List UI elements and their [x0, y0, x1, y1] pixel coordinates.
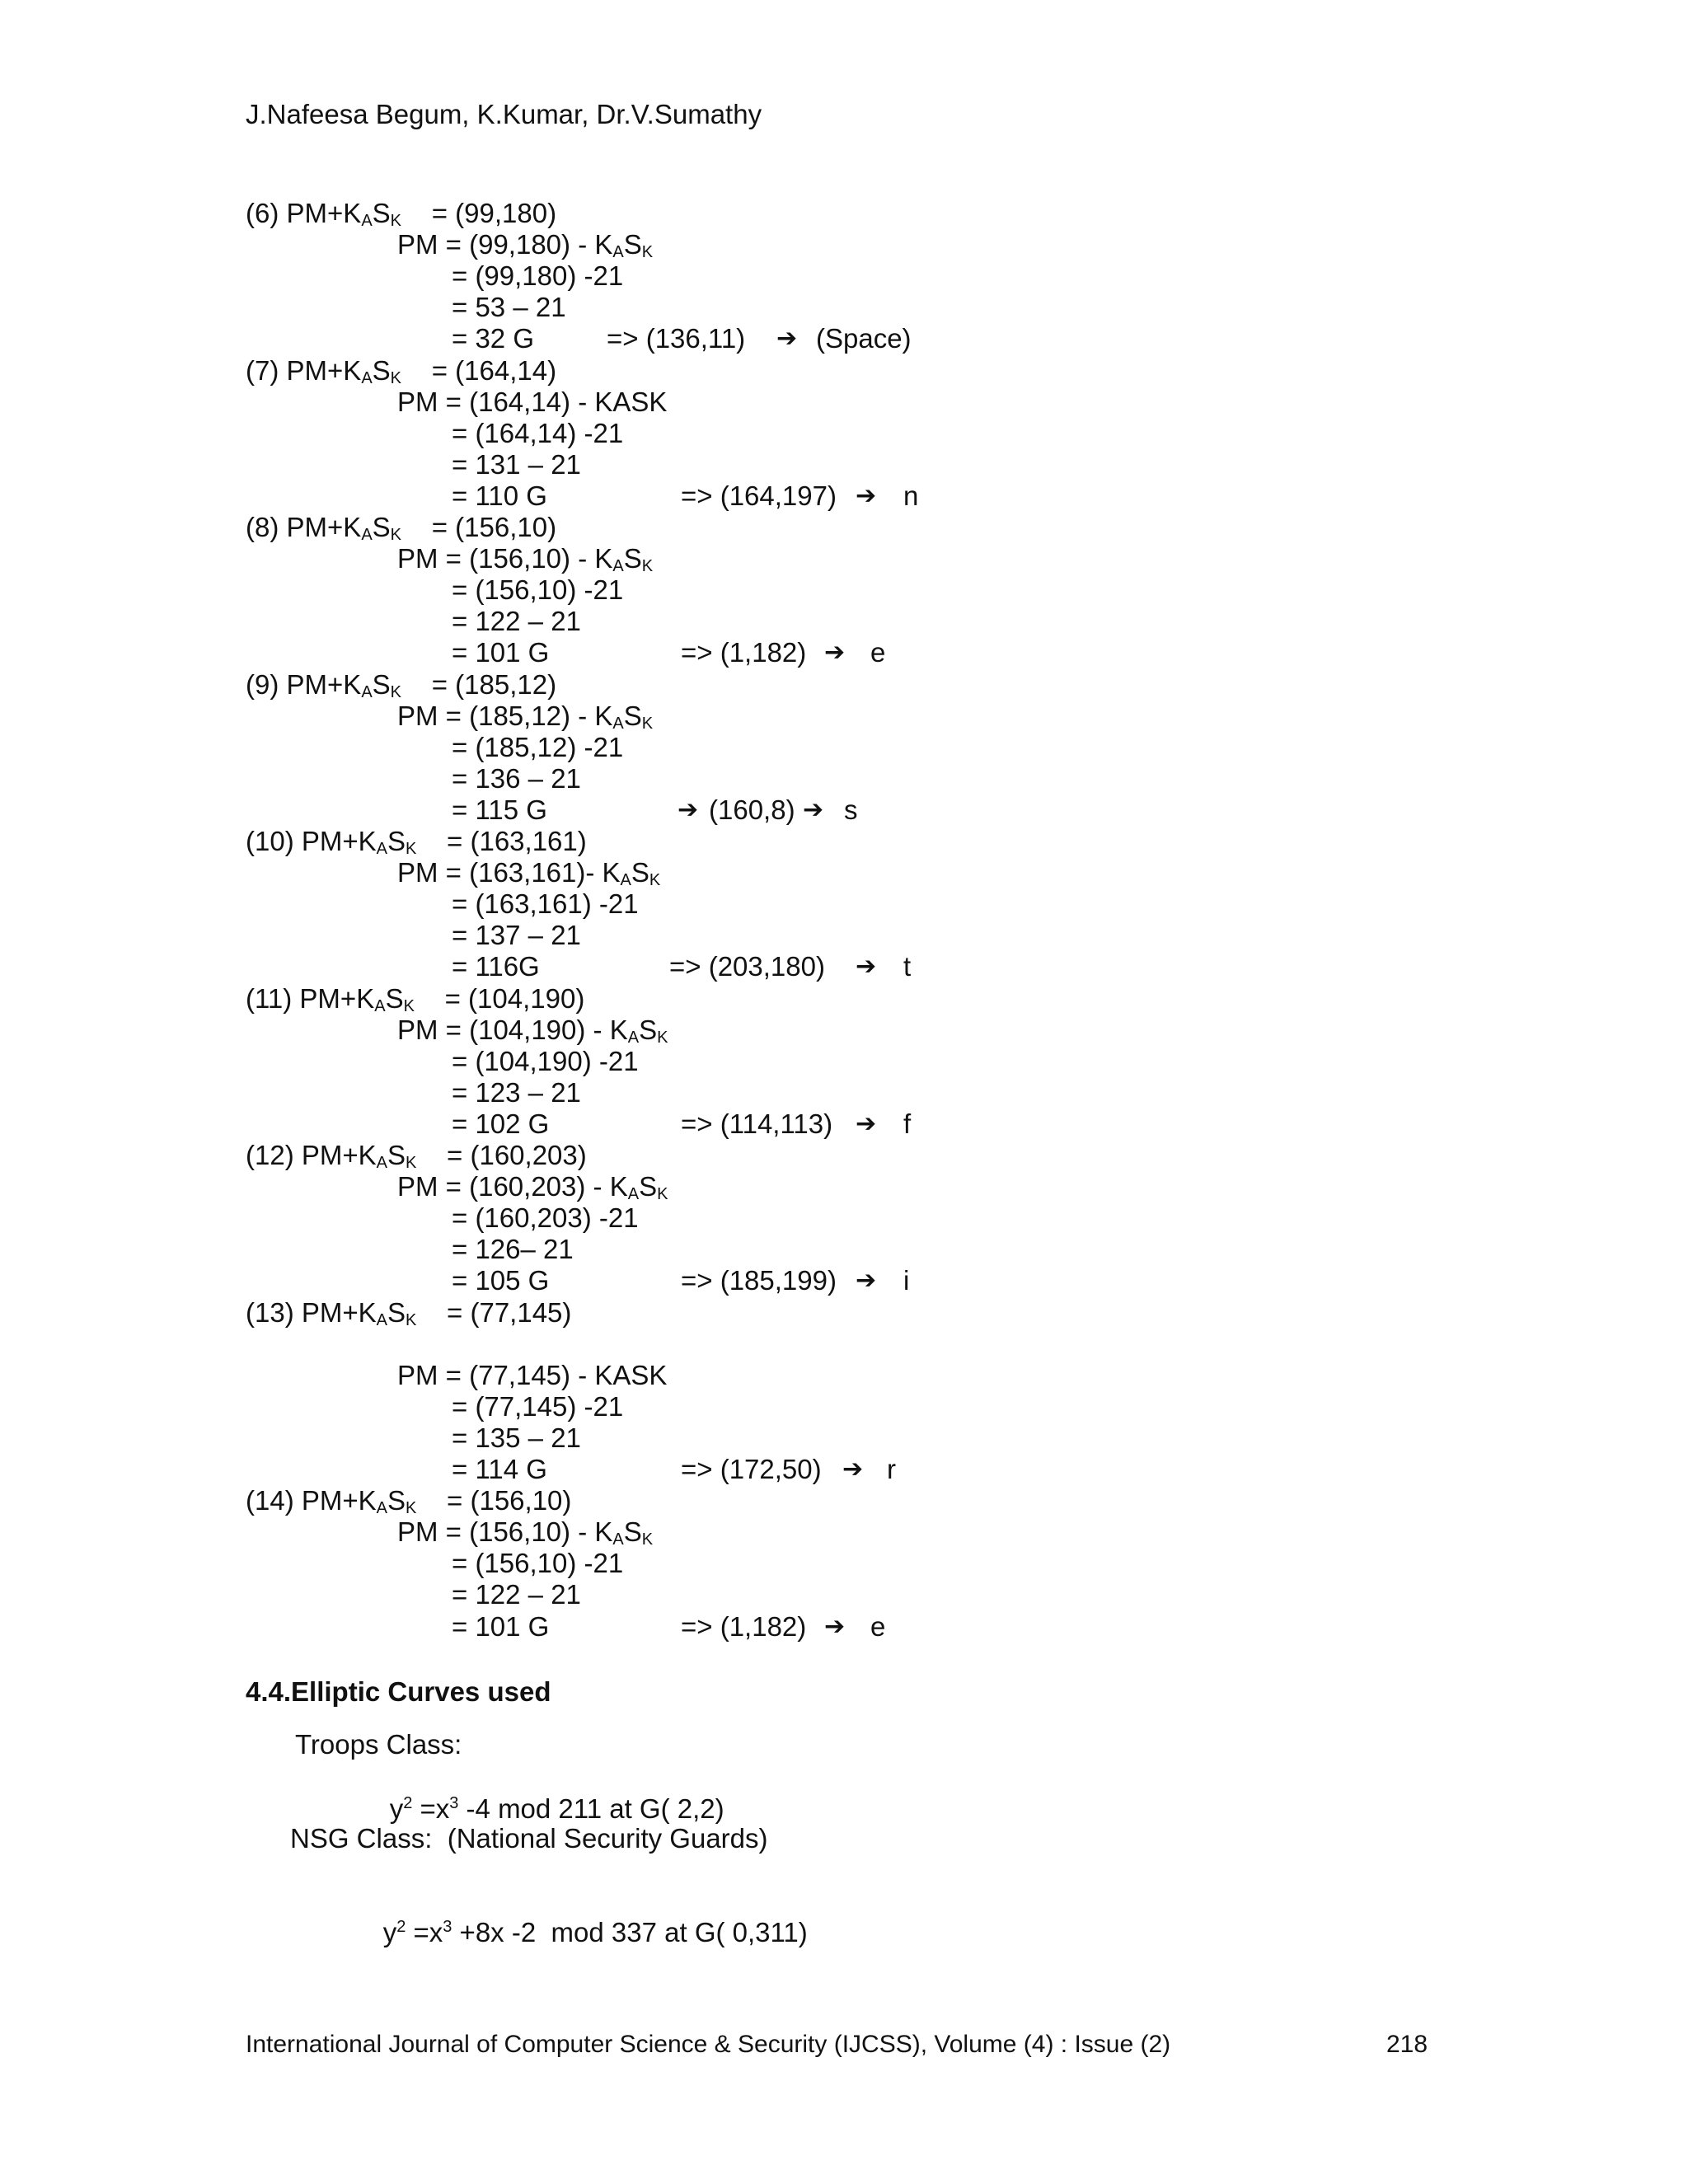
pm-plus-k: PM+K	[301, 1140, 377, 1170]
value-line: = 114 G	[452, 1454, 547, 1484]
sub-k: K	[403, 996, 415, 1015]
s-letter: S	[385, 982, 404, 1014]
pm-line	[397, 1360, 667, 1391]
step-equals: = (163,161)	[447, 826, 587, 856]
s-letter: S	[387, 826, 406, 856]
eq-x: =x	[412, 1793, 450, 1824]
decoded-character: i	[903, 1265, 910, 1296]
s-letter: S	[387, 1296, 406, 1328]
pm-expression: PM = (156,10) -	[397, 1516, 595, 1548]
step-equals: = (156,10)	[431, 512, 557, 542]
pm-expression: PM = (164,14) - KASK	[397, 386, 668, 417]
step-number: (6)	[246, 198, 279, 228]
sub-k: K	[406, 1310, 417, 1329]
subtraction-line: = (104,190) -21	[452, 1045, 639, 1076]
difference-line: = 137 – 21	[452, 920, 581, 951]
step-header-line	[246, 1485, 571, 1516]
step-number: (7)	[246, 354, 279, 386]
pm-expression: PM = (185,12) -	[397, 700, 595, 731]
result-point: => (1,182)	[681, 637, 807, 668]
pm-expression: PM = (160,203) -	[397, 1171, 610, 1202]
pm-line	[397, 229, 653, 260]
s-letter: S	[623, 1516, 642, 1548]
sub-a: A	[376, 840, 387, 858]
sub-k: K	[390, 368, 402, 387]
right-arrow-icon: ➔	[803, 794, 824, 824]
sub-k: K	[641, 557, 654, 576]
s-letter: S	[372, 198, 391, 228]
pm-plus-k: PM+K	[286, 354, 362, 386]
decoded-character: r	[887, 1454, 896, 1484]
difference-line: = 131 – 21	[452, 448, 581, 480]
s-letter: S	[387, 1485, 406, 1516]
pm-line	[397, 387, 667, 418]
step-number: (10)	[246, 826, 294, 856]
difference-line: = 122 – 21	[452, 606, 581, 637]
sub-k: K	[390, 682, 402, 701]
value-line: = 101 G	[452, 1610, 550, 1642]
step-equals: = (160,203)	[447, 1140, 587, 1170]
value-line: = 116G	[452, 951, 540, 982]
difference-line: = 136 – 21	[452, 762, 581, 794]
result-point: => (203,180)	[669, 951, 825, 982]
pm-line	[397, 857, 660, 888]
decoded-character: e	[870, 1610, 886, 1642]
subtraction-line: = (156,10) -21	[452, 574, 624, 606]
step-equals: = (185,12)	[431, 668, 557, 700]
sub-a: A	[361, 368, 373, 387]
sub-a: A	[374, 996, 386, 1015]
difference-line: = 123 – 21	[452, 1076, 581, 1108]
step-header-line	[246, 198, 556, 229]
difference-line: = 53 – 21	[452, 292, 566, 323]
decoded-character: s	[844, 794, 858, 825]
pm-plus-k: PM+K	[286, 668, 362, 700]
step-number: (12)	[246, 1140, 294, 1170]
k-letter: K	[594, 1516, 613, 1548]
running-header: J.Nafeesa Begum, K.Kumar, Dr.V.Sumathy	[246, 99, 762, 129]
eq-y: y	[382, 1917, 397, 1947]
step-header-line	[246, 826, 587, 857]
sub-k: K	[406, 840, 417, 858]
sub-k: K	[641, 714, 654, 733]
k-letter: K	[594, 543, 613, 574]
decoded-character: f	[903, 1108, 912, 1139]
result-point: => (172,50)	[681, 1454, 822, 1484]
s-letter: S	[387, 1140, 406, 1170]
right-arrow-icon: ➔	[856, 1108, 877, 1138]
eq-exp: 3	[443, 1918, 452, 1936]
s-letter: S	[372, 512, 391, 542]
s-letter: S	[639, 1171, 658, 1202]
k-letter: K	[609, 1014, 628, 1045]
sub-a: A	[361, 212, 373, 230]
s-letter: S	[639, 1014, 658, 1045]
result-point: => (114,113)	[681, 1108, 833, 1139]
s-letter: S	[372, 354, 391, 386]
eq-exp: 2	[403, 1794, 413, 1812]
sub-k: K	[390, 212, 402, 230]
sub-a: A	[612, 557, 624, 576]
sub-k: K	[649, 871, 661, 890]
pm-expression: PM = (99,180) -	[397, 229, 595, 260]
right-arrow-icon: ➔	[678, 794, 699, 824]
subtraction-line: = (99,180) -21	[452, 260, 624, 292]
sub-k: K	[641, 1530, 654, 1549]
value-line: = 102 G	[452, 1108, 550, 1139]
sub-a: A	[627, 1028, 640, 1047]
decoded-character: e	[870, 637, 886, 668]
difference-line: = 122 – 21	[452, 1579, 581, 1610]
step-number: (8)	[246, 512, 279, 542]
pm-line	[397, 1516, 653, 1548]
section-heading: 4.4.Elliptic Curves used	[246, 1676, 551, 1707]
k-letter: K	[609, 1171, 628, 1202]
pm-plus-k: PM+K	[301, 826, 377, 856]
page-number: 218	[1386, 2031, 1428, 2058]
sub-k: K	[657, 1028, 668, 1047]
pm-plus-k: PM+K	[301, 1296, 377, 1328]
subtraction-line: = (160,203) -21	[452, 1202, 639, 1234]
pm-plus-k: PM+K	[301, 1485, 377, 1516]
result-point: => (164,197)	[681, 480, 837, 511]
step-number: (9)	[246, 668, 279, 700]
subtraction-line: = (185,12) -21	[452, 731, 624, 762]
pm-line	[397, 1171, 668, 1202]
step-number: (11)	[246, 982, 293, 1014]
pm-line	[397, 1015, 668, 1046]
subtraction-line: = (164,14) -21	[452, 417, 624, 448]
sub-k: K	[641, 243, 654, 262]
pm-expression: PM = (156,10) -	[397, 543, 595, 574]
result-point: => (136,11)	[607, 323, 746, 354]
nsg-class-label: NSG Class: (National Security Guards)	[290, 1823, 768, 1854]
sub-a: A	[627, 1185, 640, 1204]
step-header-line	[246, 669, 556, 701]
pm-expression: PM = (104,190) -	[397, 1014, 610, 1045]
s-letter: S	[623, 700, 642, 731]
difference-line: = 126– 21	[452, 1234, 574, 1265]
pm-expression: PM = (77,145) - KASK	[397, 1359, 668, 1390]
value-line: = 101 G	[452, 637, 550, 668]
eq-exp: 3	[449, 1794, 459, 1812]
step-header-line	[246, 1140, 587, 1171]
step-equals: = (156,10)	[447, 1485, 572, 1516]
sub-a: A	[361, 526, 373, 544]
sub-k: K	[406, 1499, 417, 1518]
sub-k: K	[390, 526, 402, 544]
subtraction-line: = (77,145) -21	[452, 1390, 624, 1422]
right-arrow-icon: ➔	[824, 1611, 846, 1641]
journal-footer: International Journal of Computer Science & Security (IJCSS), Volume (4) : Issue (2)	[246, 2031, 1171, 2058]
subtraction-line: = (156,10) -21	[452, 1548, 624, 1579]
eq-y: y	[389, 1793, 404, 1824]
result-point: (160,8)	[709, 794, 795, 825]
sub-a: A	[361, 682, 373, 701]
right-arrow-icon: ➔	[842, 1455, 864, 1483]
sub-a: A	[620, 871, 631, 890]
pm-plus-k: PM+K	[286, 512, 362, 542]
pm-line	[397, 701, 653, 732]
difference-line: = 135 – 21	[452, 1422, 581, 1453]
value-line: = 115 G	[452, 794, 547, 825]
troops-class-label: Troops Class:	[295, 1729, 462, 1760]
k-letter: K	[594, 700, 613, 731]
sub-k: K	[657, 1185, 668, 1204]
sub-k: K	[406, 1154, 417, 1172]
eq-rest: -4 mod 211 at G( 2,2)	[458, 1793, 724, 1824]
step-number: (13)	[246, 1296, 294, 1328]
sub-a: A	[612, 714, 624, 733]
nsg-curve-equation	[353, 1886, 808, 1980]
pm-line	[397, 543, 653, 574]
decoded-character: (Space)	[816, 323, 912, 354]
pm-expression: PM = (163,161)-	[397, 857, 603, 888]
sub-a: A	[612, 243, 624, 262]
s-letter: S	[631, 857, 649, 888]
eq-exp: 2	[396, 1918, 406, 1936]
sub-a: A	[376, 1499, 387, 1518]
step-equals: = (104,190)	[444, 982, 585, 1014]
s-letter: S	[623, 229, 642, 260]
pm-plus-k: PM+K	[299, 982, 375, 1014]
right-arrow-icon: ➔	[776, 324, 798, 354]
value-line: = 32 G	[452, 323, 534, 354]
eq-rest: +8x -2 mod 337 at G( 0,311)	[452, 1917, 808, 1947]
decoded-character: t	[903, 951, 912, 982]
right-arrow-icon: ➔	[856, 1266, 877, 1296]
decoded-character: n	[903, 480, 919, 511]
k-letter: K	[594, 229, 613, 260]
step-equals: = (164,14)	[431, 354, 557, 386]
sub-a: A	[376, 1310, 387, 1329]
right-arrow-icon: ➔	[824, 638, 846, 668]
result-point: => (1,182)	[681, 1610, 807, 1642]
step-header-line	[246, 983, 584, 1015]
step-equals: = (77,145)	[447, 1296, 572, 1328]
s-letter: S	[623, 543, 642, 574]
pm-plus-k: PM+K	[286, 198, 362, 228]
right-arrow-icon: ➔	[856, 952, 877, 982]
step-header-line	[246, 512, 556, 543]
result-point: => (185,199)	[681, 1265, 837, 1296]
sub-a: A	[376, 1154, 387, 1172]
eq-x: =x	[406, 1917, 443, 1947]
step-header-line	[246, 355, 556, 387]
right-arrow-icon: ➔	[856, 480, 877, 510]
s-letter: S	[372, 668, 391, 700]
step-equals: = (99,180)	[431, 198, 557, 228]
value-line: = 105 G	[452, 1265, 550, 1296]
value-line: = 110 G	[452, 480, 547, 511]
subtraction-line: = (163,161) -21	[452, 888, 639, 920]
sub-a: A	[612, 1530, 624, 1549]
k-letter: K	[602, 857, 621, 888]
step-number: (14)	[246, 1485, 294, 1516]
step-header-line	[246, 1297, 571, 1329]
